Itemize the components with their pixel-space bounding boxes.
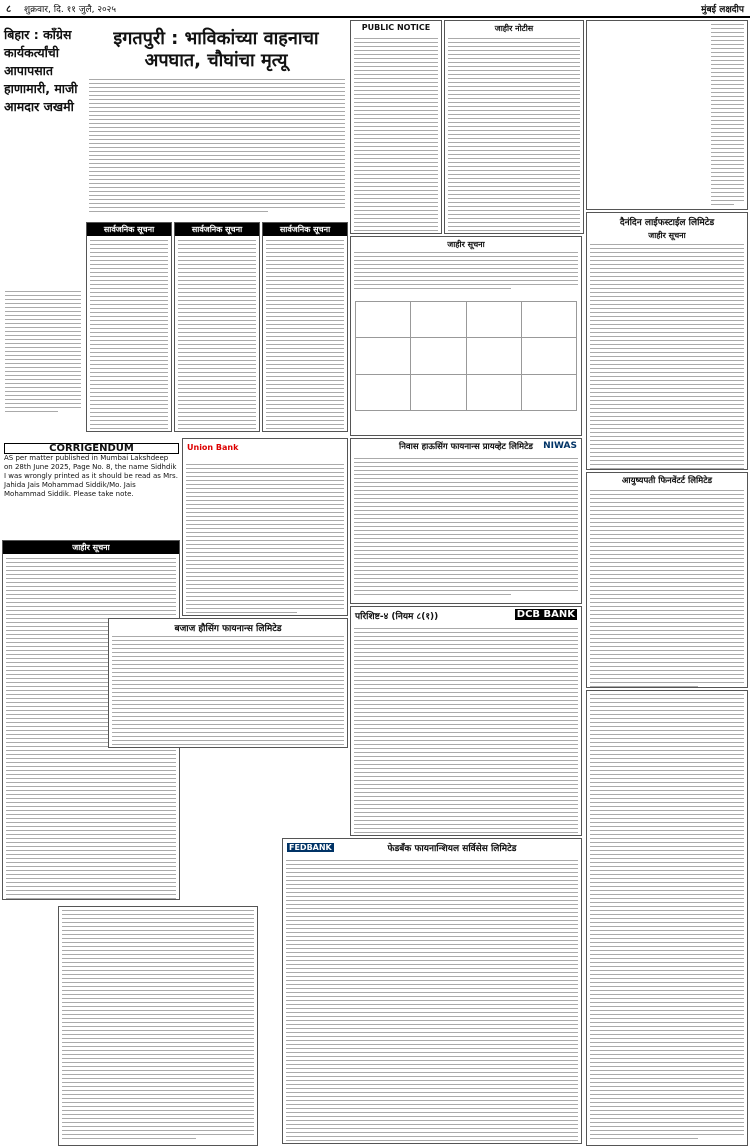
- corrigendum: [4, 443, 179, 538]
- public-notice-title: PUBLIC NOTICE: [361, 23, 431, 32]
- sarvajanik-notice-1-title: सार्वजनिक सूचना: [87, 223, 171, 236]
- union-bank-logo: Union Bank: [187, 443, 239, 452]
- daily-lifestyle-subtitle: जाहीर सूचना: [648, 231, 686, 240]
- bajaj-title: बजाज हौसिंग फायनान्स लिमिटेड: [174, 624, 282, 634]
- auction-table-title: जाहीर सूचना: [447, 240, 485, 249]
- bihar-article-body: [2, 288, 84, 438]
- main-headline: इगतपुरी : भाविकांच्या वाहनाचा अपघात, चौघांचा मृत्यू: [113, 28, 319, 71]
- fedbank-ad: [282, 838, 582, 1144]
- sarvajanik-notice-3-title: सार्वजनिक सूचना: [263, 223, 347, 236]
- corrigendum-title: CORRIGENDUM: [4, 443, 179, 454]
- sarvajanik-notice-1: [86, 222, 172, 432]
- niwas-title: निवास हाऊसिंग फायनान्स प्रायव्हेट लिमिटेड: [399, 442, 533, 452]
- sarvajanik-notice-2-title: सार्वजनिक सूचना: [175, 223, 259, 236]
- top-right-notice: [586, 20, 748, 210]
- janahir-notice-ad: [444, 20, 584, 234]
- aadhyapathi-title: आयुष्यपती फिनवेंटर्ट लिमिटेड: [621, 476, 713, 486]
- fedbank-title: फेडबँक फायनान्शियल सर्विसेस लिमिटेड: [387, 844, 517, 854]
- bihar-headline: बिहार : काँग्रेस कार्यकर्त्यांची आपापसात हाणामारी, माजी आमदार जखमी: [4, 27, 78, 114]
- page-header: [0, 0, 750, 18]
- bottom-left-ad: [58, 906, 258, 1146]
- fedbank-logo: FEDBANK: [289, 843, 332, 852]
- niwas-ad: [350, 438, 582, 604]
- edition-name: मुंबई लक्षदीप: [701, 5, 744, 15]
- page-number: ८: [6, 4, 12, 15]
- aadhyapathi-ad: [586, 472, 748, 688]
- dcb-logo: DCB BANK: [516, 609, 575, 620]
- dcb-title: परिशिष्ट-४ (नियम ८(१)): [355, 612, 439, 622]
- corrigendum-body: AS per matter published in Mumbai Lakshdeep on 28th June 2025, Page No. 8, the name Sidhdik I was wrongly printed as it should be read as Mrs. Jahida Jais Mohammad Siddik/Mo. Jais Mohammad Siddik. Please take note.: [4, 454, 178, 498]
- right-column-notice: [586, 690, 748, 1146]
- janahir-notice-title: जाहीर नोटीस: [494, 24, 534, 33]
- sarvajanik-notice-2: [174, 222, 260, 432]
- dcb-bank-ad: [350, 606, 582, 836]
- sarvajanik-notice-3: [262, 222, 348, 432]
- daily-lifestyle-ad: [586, 212, 748, 470]
- auction-table: [355, 301, 577, 411]
- union-bank-ad: [182, 438, 348, 616]
- main-article-body: [86, 76, 348, 216]
- auction-table-notice: [350, 236, 582, 436]
- issue-date: शुक्रवार, दि. ११ जुलै, २०२५: [24, 5, 117, 15]
- bajaj-housing-ad: [108, 618, 348, 748]
- niwas-logo: NIWAS: [543, 441, 577, 451]
- daily-lifestyle-title: दैनंदिन लाईफस्टाईल लिमिटेड: [619, 218, 715, 228]
- public-notice-ad: [350, 20, 442, 234]
- left-legal-notice-title: जाहीर सूचना: [3, 541, 179, 554]
